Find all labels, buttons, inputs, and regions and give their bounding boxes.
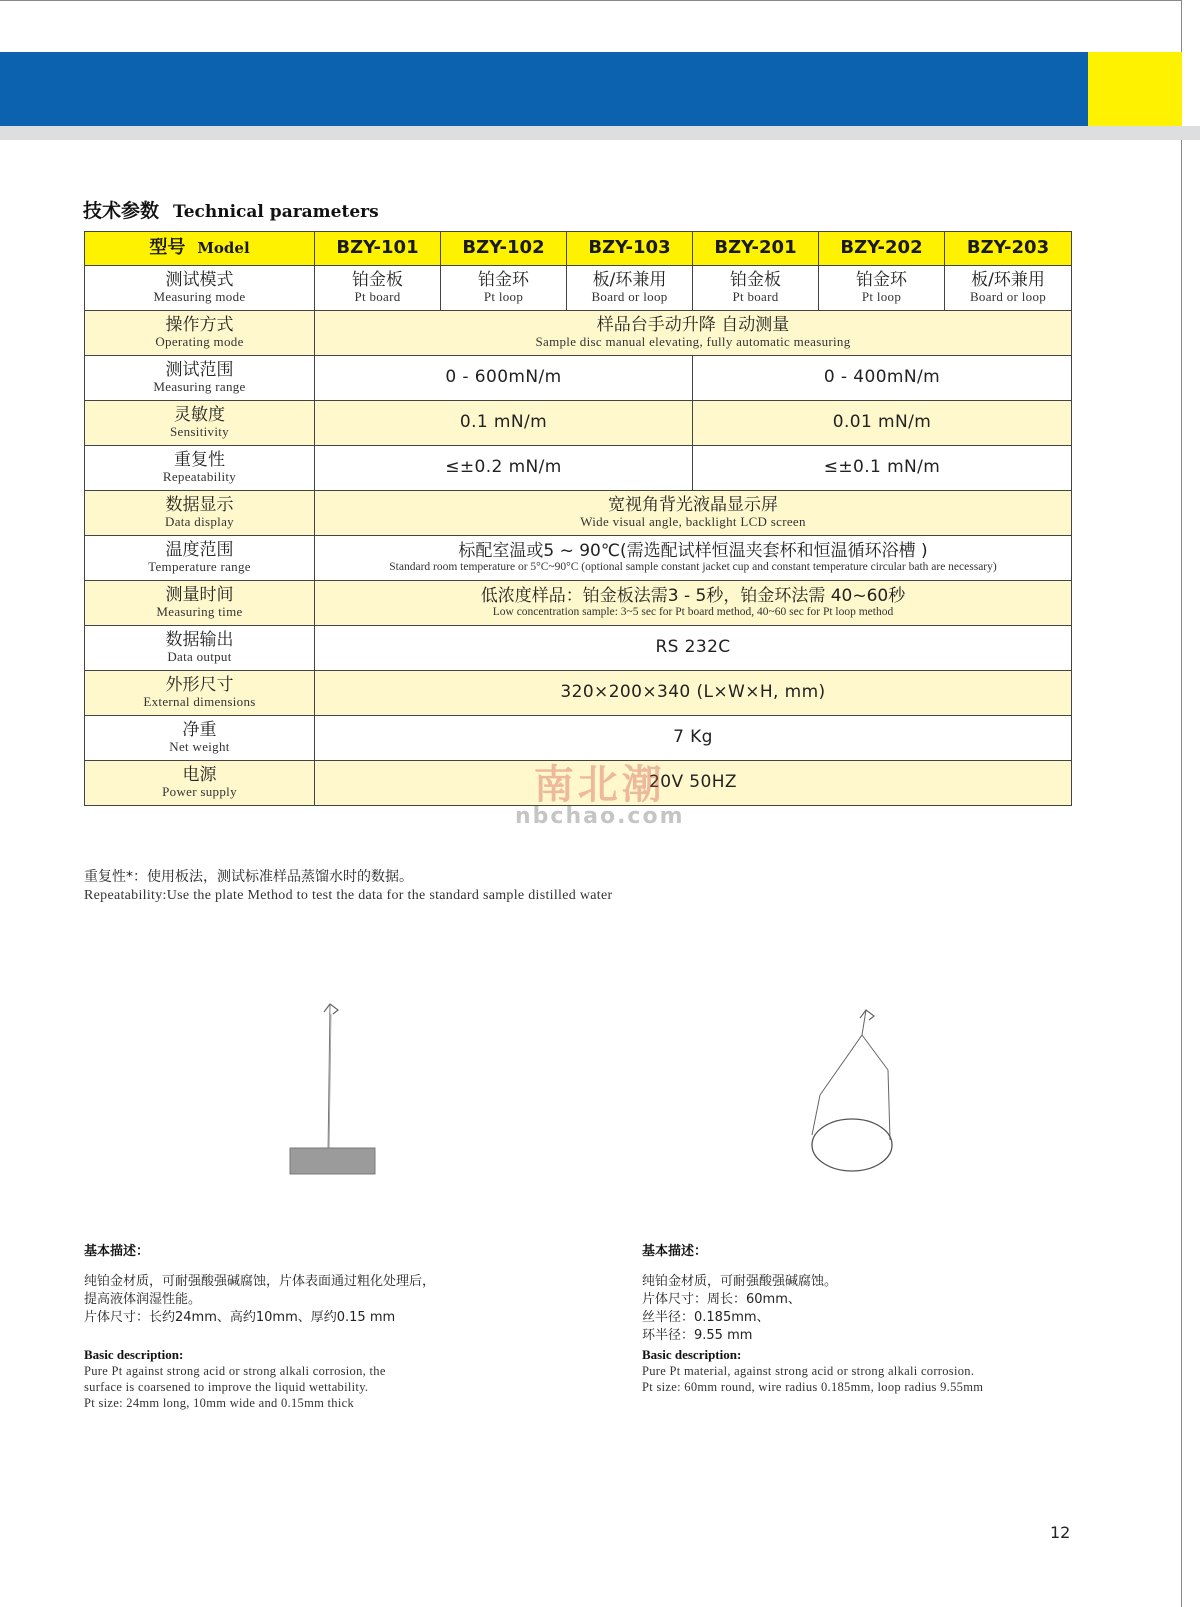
loop-heading-zh: 基本描述： (642, 1244, 708, 1259)
row-label-en: Measuring range (153, 379, 246, 395)
board-line-zh-1: 纯铂金材质，可耐强酸强碱腐蚀，片体表面通过粗化处理后， (84, 1274, 436, 1289)
mode-en: Board or loop (591, 289, 668, 305)
mode-cell-5 (819, 266, 945, 311)
loop-heading-en: Basic description: (642, 1347, 742, 1362)
value-zh: 低浓度样品：铂金板法需3 - 5秒，铂金环法需 40~60秒 (480, 586, 906, 607)
board-line-en-2: surface is coarsened to improve the liquid wettability. (84, 1380, 369, 1394)
value-cell: 20V 50HZ (315, 761, 1072, 806)
row-label-en: Repeatability (162, 469, 237, 485)
label-cell (85, 536, 315, 581)
label-cell (85, 716, 315, 761)
loop-line-en-1: Pure Pt material, against strong acid or strong alkali corrosion. (642, 1364, 975, 1378)
value-cell (315, 581, 1072, 626)
page-frame-top (0, 0, 1182, 1)
board-line-zh-3: 片体尺寸：长约24mm、高约10mm、厚约0.15 mm (84, 1310, 396, 1325)
header-band-yellow (1088, 52, 1182, 126)
mode-en: Pt board (732, 289, 779, 305)
row-label-zh: 灵敏度 (174, 405, 225, 426)
value-cell-group-1: ≤±0.2 mN/m (315, 446, 693, 491)
pt-loop-illustration (800, 1000, 910, 1185)
row-repeatability (85, 446, 1072, 491)
value-zh: 样品台手动升降 自动测量 (596, 315, 790, 336)
mode-cell-6 (945, 266, 1072, 311)
note-zh: 重复性*：使用板法，测试标准样品蒸馏水时的数据。 (84, 869, 413, 885)
loop-line-zh-1: 纯铂金材质，可耐强酸强碱腐蚀。 (642, 1274, 838, 1289)
row-measuring-range (85, 356, 1072, 401)
row-data-display (85, 491, 1072, 536)
value-en: Wide visual angle, backlight LCD screen (580, 514, 806, 530)
board-heading-zh: 基本描述： (84, 1244, 150, 1259)
watermark-zh: 南北潮 (533, 761, 666, 808)
header-model-1: BZY-101 (315, 232, 441, 266)
label-cell (85, 446, 315, 491)
row-temperature-range (85, 536, 1072, 581)
loop-line-zh-4: 环半径：9.55 mm (642, 1328, 753, 1343)
row-label-zh: 数据输出 (165, 630, 234, 651)
section-title (83, 196, 379, 223)
header-model-3: BZY-103 (567, 232, 693, 266)
section-title-en: Technical parameters (173, 202, 379, 222)
pt-board-description (84, 1240, 544, 1411)
label-cell (85, 356, 315, 401)
header-model-cell (85, 232, 315, 266)
value-cell-group-2: 0.01 mN/m (693, 401, 1072, 446)
watermark-en: nbchao.com (515, 804, 685, 829)
header-model-en: Model (197, 239, 250, 258)
value-cell: RS 232C (315, 626, 1072, 671)
spec-table (84, 231, 1072, 806)
mode-zh: 铂金环 (856, 270, 907, 291)
loop-line-zh-2: 片体尺寸：周长：60mm、 (642, 1292, 801, 1307)
row-operating-mode (85, 311, 1072, 356)
page-number: 12 (1050, 1523, 1071, 1542)
row-label-zh: 数据显示 (165, 495, 234, 516)
board-line-en-1: Pure Pt against strong acid or strong alkali corrosion, the (84, 1364, 386, 1378)
row-label-en: Temperature range (148, 559, 251, 575)
mode-zh: 板/环兼用 (592, 270, 667, 291)
pt-board-illustration (280, 1000, 390, 1185)
loop-line-zh-3: 丝半径：0.185mm、 (642, 1310, 770, 1325)
mode-cell-1 (315, 266, 441, 311)
mode-zh: 铂金板 (730, 270, 781, 291)
header-model-4: BZY-201 (693, 232, 819, 266)
value-en: Sample disc manual elevating, fully automatic measuring (535, 334, 851, 350)
row-label-zh: 外形尺寸 (165, 675, 234, 696)
note-en: Repeatability:Use the plate Method to test the data for the standard sample distilled water (84, 888, 613, 903)
mode-en: Board or loop (969, 289, 1047, 305)
mode-cell-4 (693, 266, 819, 311)
row-label-en: Power supply (162, 784, 237, 800)
row-label-zh: 温度范围 (165, 540, 234, 561)
label-cell (85, 401, 315, 446)
header-model-2: BZY-102 (441, 232, 567, 266)
header-model-6: BZY-203 (945, 232, 1072, 266)
value-cell-group-1: 0 - 600mN/m (315, 356, 693, 401)
board-heading-en: Basic description: (84, 1347, 184, 1362)
value-zh: 标配室温或5 ~ 90℃(需选配试样恒温夹套杯和恒温循环浴槽 ) (458, 541, 928, 562)
row-label-zh: 净重 (182, 720, 217, 741)
table-header-row (85, 232, 1072, 266)
row-label-zh: 电源 (182, 765, 217, 786)
mode-zh: 铂金环 (478, 270, 529, 291)
value-cell: 7 Kg (315, 716, 1072, 761)
value-cell (315, 536, 1072, 581)
mode-zh: 铂金板 (352, 270, 403, 291)
header-band-gray (0, 126, 1200, 140)
label-cell (85, 626, 315, 671)
section-title-zh: 技术参数 (83, 200, 160, 222)
board-line-zh-2: 提高液体润湿性能。 (84, 1292, 202, 1307)
value-cell-group-2: ≤±0.1 mN/m (693, 446, 1072, 491)
mode-zh: 板/环兼用 (971, 270, 1045, 291)
value-en: Low concentration sample: 3~5 sec for Pt board method, 40~60 sec for Pt loop method (492, 605, 894, 618)
row-label-en: Operating mode (155, 334, 244, 350)
value-cell (315, 491, 1072, 536)
row-label-en: Sensitivity (170, 424, 229, 440)
row-label-zh: 测量时间 (165, 585, 234, 606)
row-dimensions (85, 671, 1072, 716)
label-cell (85, 671, 315, 716)
row-label-zh: 重复性 (174, 450, 225, 471)
row-label-en: Net weight (169, 739, 230, 755)
label-cell (85, 581, 315, 626)
row-label-zh: 操作方式 (165, 315, 234, 336)
row-label-zh: 测试范围 (165, 360, 234, 381)
row-power-supply (85, 761, 1072, 806)
mode-cell-3 (567, 266, 693, 311)
row-net-weight (85, 716, 1072, 761)
value-en: Standard room temperature or 5°C~90°C (optional sample constant jacket cup and constant temperature circular bath are necessary) (389, 560, 997, 573)
mode-en: Pt loop (861, 289, 902, 305)
row-measuring-time (85, 581, 1072, 626)
mode-en: Pt loop (483, 289, 524, 305)
label-cell (85, 491, 315, 536)
row-data-output (85, 626, 1072, 671)
label-cell (85, 266, 315, 311)
board-line-en-3: Pt size: 24mm long, 10mm wide and 0.15mm thick (84, 1396, 355, 1410)
value-cell: 320×200×340 (L×W×H, mm) (315, 671, 1072, 716)
repeatability-note (84, 866, 612, 904)
row-sensitivity (85, 401, 1072, 446)
header-model-5: BZY-202 (819, 232, 945, 266)
value-cell-group-1: 0.1 mN/m (315, 401, 693, 446)
page-frame-right (1181, 0, 1182, 1607)
row-label-en: Data display (165, 514, 234, 530)
mode-cell-2 (441, 266, 567, 311)
pt-loop-description (642, 1240, 1102, 1395)
row-label-en: Measuring time (156, 604, 243, 620)
row-label-en: External dimensions (143, 694, 256, 710)
header-model-zh: 型号 (149, 237, 186, 259)
loop-line-en-2: Pt size: 60mm round, wire radius 0.185mm, loop radius 9.55mm (642, 1380, 984, 1394)
value-zh: 宽视角背光液晶显示屏 (608, 495, 778, 516)
row-measuring-mode (85, 266, 1072, 311)
value-cell (315, 311, 1072, 356)
label-cell (85, 311, 315, 356)
mode-en: Pt board (354, 289, 401, 305)
row-label-en: Data output (167, 649, 232, 665)
header-band-blue (0, 52, 1088, 126)
row-label-en: Measuring mode (153, 289, 246, 305)
value-cell-group-2: 0 - 400mN/m (693, 356, 1072, 401)
row-label-zh: 测试模式 (165, 270, 234, 291)
label-cell (85, 761, 315, 806)
